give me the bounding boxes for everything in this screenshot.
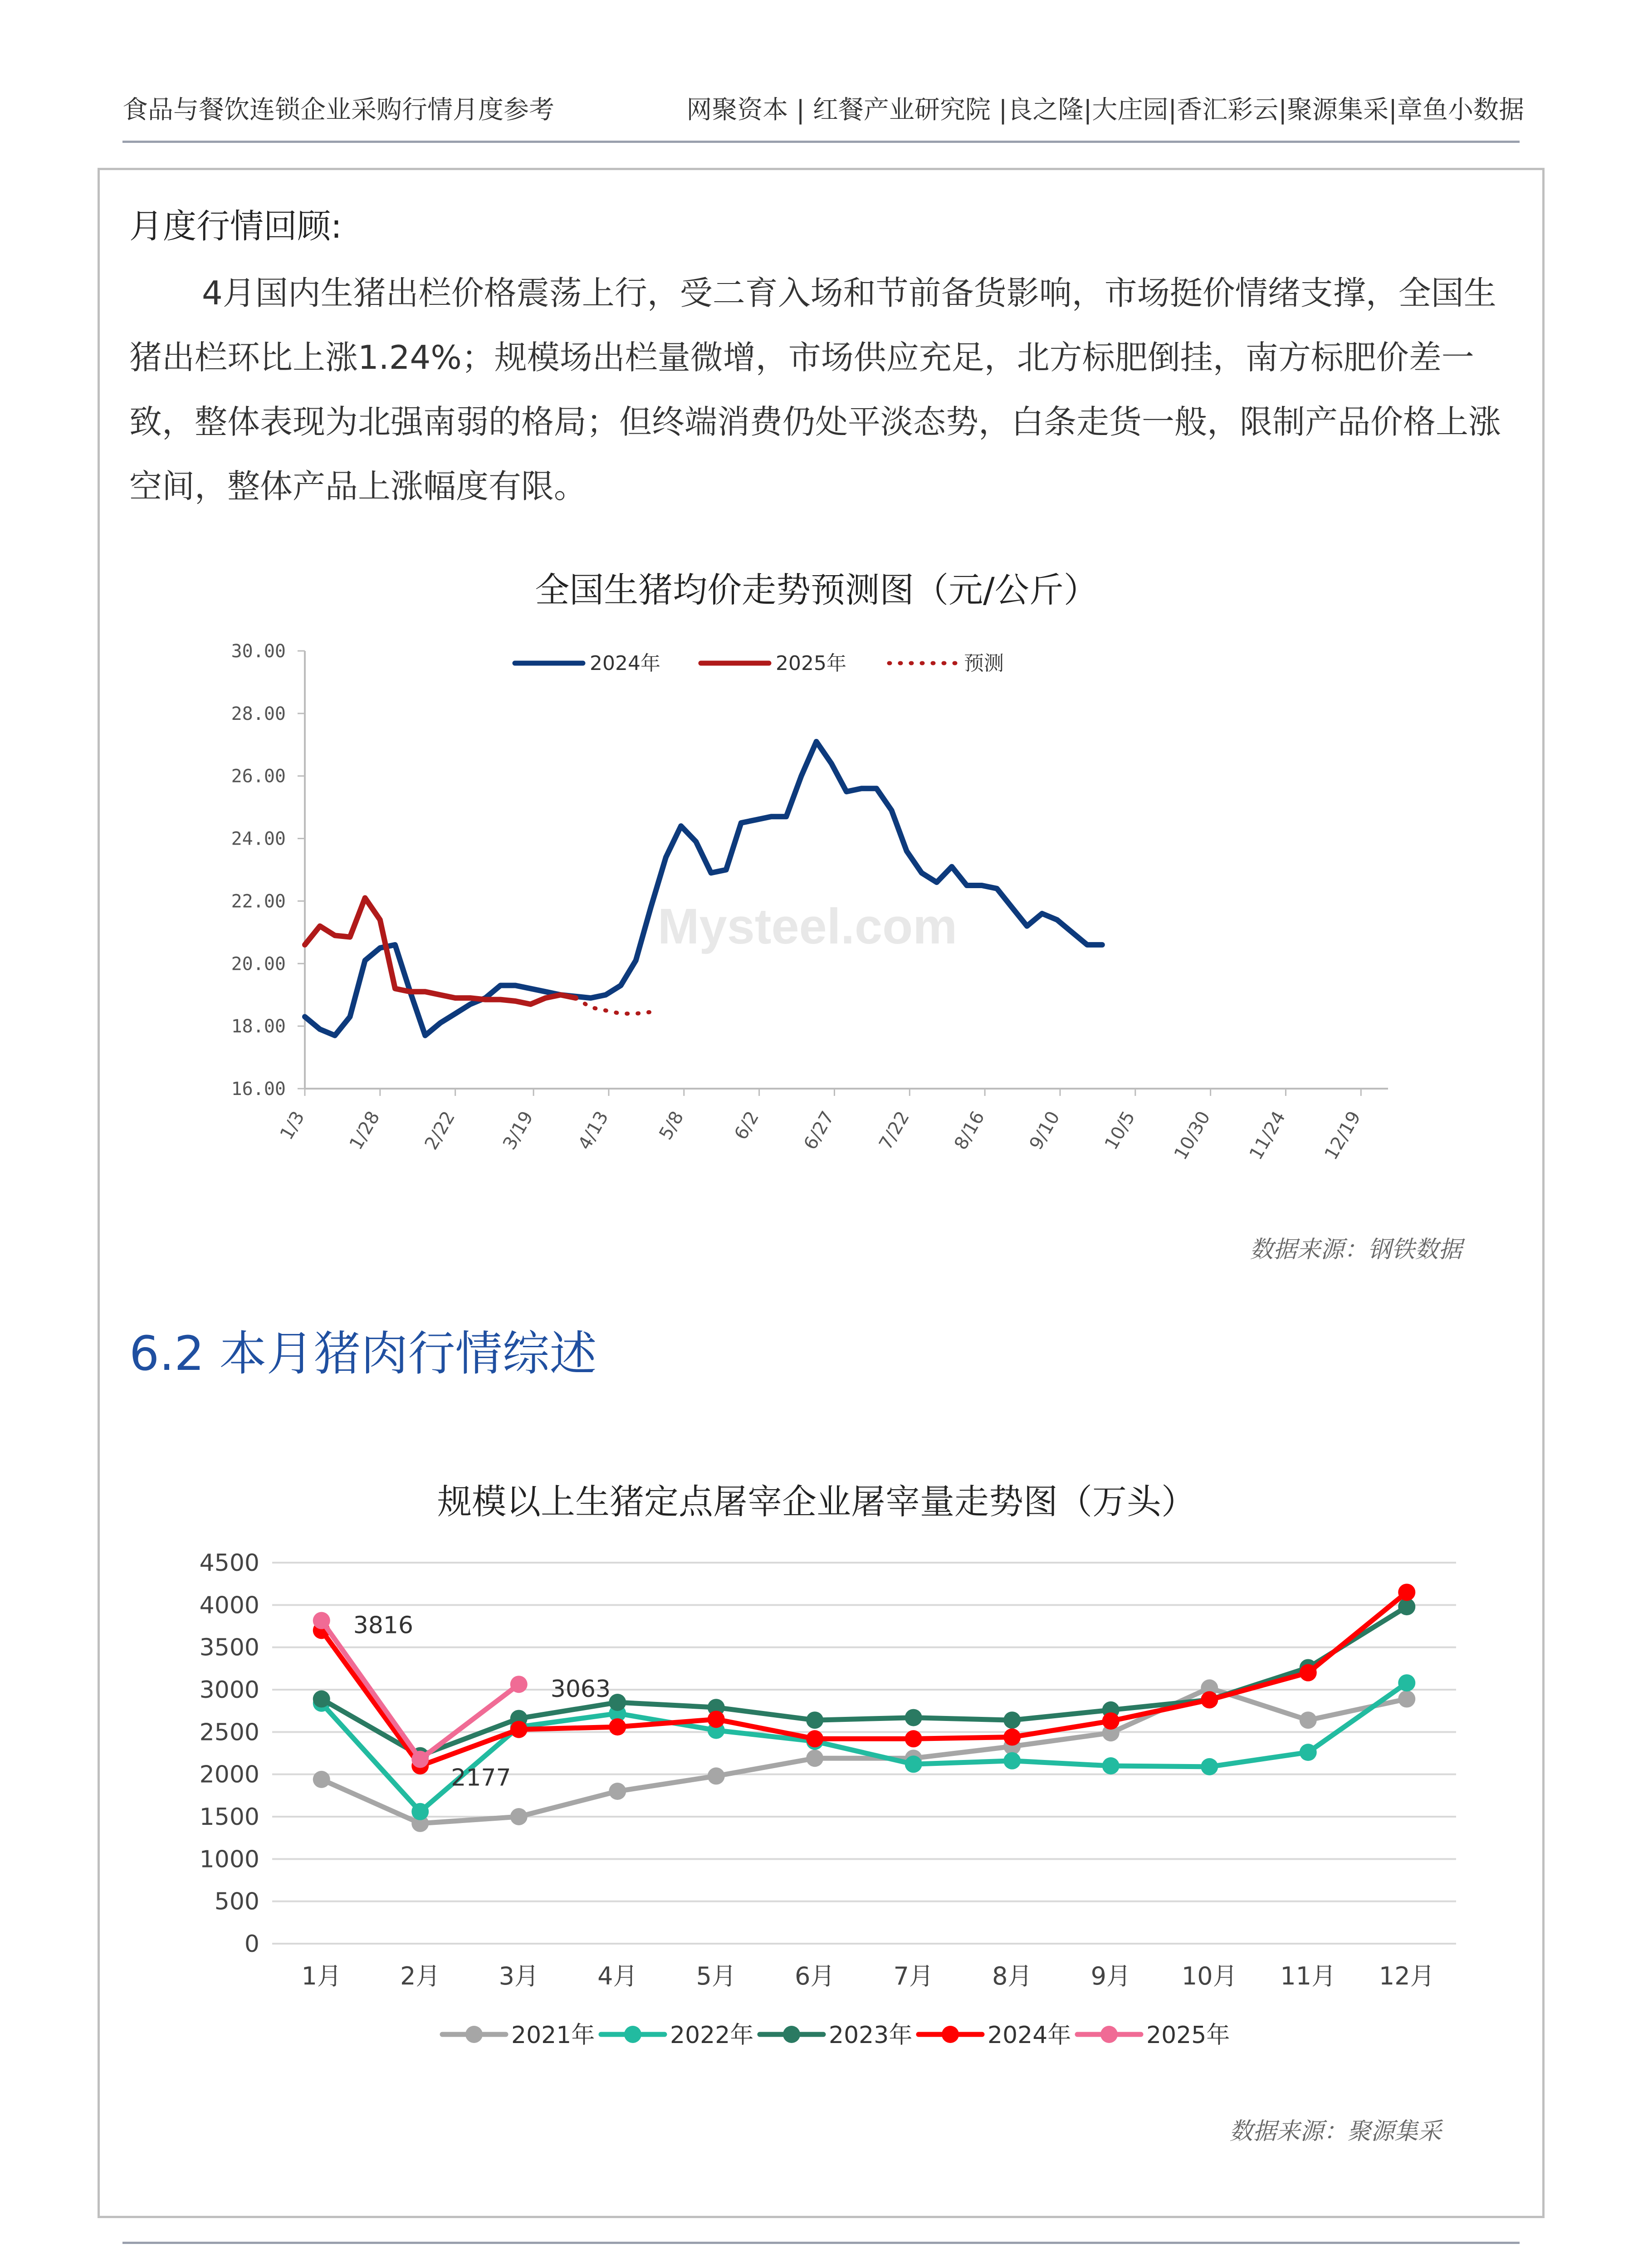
x-tick-label: 4/13 [574,1108,613,1154]
legend-label-2025年: 2025年 [776,652,846,675]
data-point-2024年 [609,1718,626,1735]
legend-label-2022年: 2022年 [670,2022,754,2049]
data-point-2022年 [1398,1674,1415,1691]
data-point-2023年 [313,1691,330,1708]
data-point-2025年 [313,1612,330,1629]
y-tick-label: 30.00 [231,641,286,662]
legend-marker-2023年 [783,2026,800,2043]
x-tick-label: 6/2 [730,1108,763,1144]
y-tick-label: 22.00 [231,891,286,912]
x-tick-label: 3月 [499,1962,539,1990]
x-tick-label: 8/16 [950,1108,989,1154]
y-tick-label: 2500 [199,1719,259,1746]
review-paragraph: 4月国内生猪出栏价格震荡上行，受二育入场和节前备货影响，市场挺价情绪支撑，全国生猪出栏环比上涨1.24%；规模场出栏量微增，市场供应充足，北方标肥倒挂，南方标肥价差一致，整体表现为北强南弱的格局；但终端消费仍处平淡态势，白条走货一般，限制产品价格上涨空间，整体产品上涨幅度有限。 [129,274,1501,505]
y-tick-label: 16.00 [231,1079,286,1100]
x-tick-label: 3/19 [499,1108,538,1154]
data-point-2021年 [510,1808,528,1825]
y-tick-label: 26.00 [231,766,286,787]
x-tick-label: 7/22 [875,1108,914,1154]
y-tick-label: 1000 [199,1846,259,1873]
x-tick-label: 12/19 [1320,1108,1365,1163]
watermark: Mysteel.com [657,899,958,954]
data-label: 3816 [353,1612,414,1639]
y-tick-label: 4500 [199,1549,259,1577]
data-point-2024年 [708,1711,725,1728]
y-tick-label: 20.00 [231,953,286,975]
y-tick-label: 1500 [199,1804,259,1831]
x-tick-label: 1/3 [276,1108,309,1144]
section-title: 6.2 本月猪肉行情综述 [129,1326,597,1381]
series-line-2024年 [322,1592,1407,1766]
header-right-sponsors: 网聚资本 | 红餐产业研究院 |良之隆|大庄园|香汇彩云|聚源集采|章鱼小数据 [686,95,1524,125]
data-point-2022年 [1102,1757,1120,1774]
x-tick-label: 9/10 [1025,1108,1064,1154]
series-line-2022年 [322,1683,1407,1812]
data-point-2021年 [708,1767,725,1784]
x-tick-label: 5月 [696,1962,736,1990]
x-tick-label: 7月 [893,1962,934,1990]
data-point-2022年 [905,1755,922,1773]
x-tick-label: 10/30 [1170,1108,1215,1163]
y-tick-label: 4000 [199,1592,259,1619]
x-tick-label: 12月 [1379,1962,1435,1990]
series-line-2023年 [322,1607,1407,1756]
x-tick-label: 6/27 [800,1108,839,1154]
data-point-2024年 [1003,1729,1021,1746]
data-point-2021年 [609,1783,626,1800]
chart1-source: 数据来源：钢铁数据 [1250,1236,1462,1263]
price-trend-chart [0,626,1633,1188]
legend-marker-2022年 [624,2026,641,2043]
data-point-2023年 [806,1711,823,1729]
x-tick-label: 11/24 [1245,1108,1290,1163]
data-point-2023年 [905,1709,922,1726]
data-point-2024年 [1102,1712,1120,1730]
data-point-2021年 [1398,1691,1415,1708]
data-point-2024年 [510,1721,528,1738]
y-tick-label: 18.00 [231,1016,286,1037]
chart2-source: 数据来源：聚源集采 [1229,2118,1442,2145]
y-tick-label: 2000 [199,1761,259,1789]
x-tick-label: 11月 [1280,1962,1336,1990]
footer-divider [122,2242,1520,2244]
y-tick-label: 3000 [199,1677,259,1704]
data-point-2022年 [411,1803,429,1820]
data-point-2022年 [1300,1744,1317,1761]
data-point-2024年 [1398,1584,1415,1601]
y-tick-label: 500 [214,1888,259,1916]
data-point-2023年 [1003,1711,1021,1729]
data-point-2021年 [806,1750,823,1767]
review-title: 月度行情回顾: [129,207,342,246]
data-label: 3063 [550,1676,611,1703]
data-point-2022年 [1003,1752,1021,1769]
data-point-2025年 [510,1676,528,1693]
x-tick-label: 2月 [400,1962,440,1990]
data-point-2024年 [1300,1664,1317,1681]
header-divider [122,141,1520,143]
data-point-2024年 [905,1730,922,1747]
x-tick-label: 10月 [1181,1962,1237,1990]
x-tick-label: 1/28 [345,1108,384,1154]
data-label: 2177 [451,1764,511,1792]
legend-marker-2024年 [942,2026,959,2043]
legend-label-2024年: 2024年 [590,652,660,675]
x-tick-label: 10/5 [1100,1108,1139,1154]
data-point-2024年 [806,1730,823,1747]
legend-marker-2021年 [465,2026,483,2043]
chart2-title: 规模以上生猪定点屠宰企业屠宰量走势图（万头） [437,1481,1196,1522]
x-tick-label: 1月 [301,1962,342,1990]
data-point-2021年 [313,1771,330,1788]
legend-label-2021年: 2021年 [511,2022,595,2049]
data-point-2022年 [1201,1758,1218,1775]
legend-label-预测: 预测 [964,652,1004,675]
legend-label-2025年: 2025年 [1146,2022,1230,2049]
header-left-title: 食品与餐饮连锁企业采购行情月度参考 [122,95,554,125]
y-tick-label: 0 [244,1931,259,1958]
y-tick-label: 28.00 [231,703,286,724]
data-point-2024年 [1201,1691,1218,1708]
data-point-2023年 [609,1694,626,1711]
x-tick-label: 2/22 [420,1108,460,1154]
x-tick-label: 8月 [992,1962,1032,1990]
legend-label-2024年: 2024年 [988,2022,1071,2049]
x-tick-label: 6月 [795,1962,835,1990]
x-tick-label: 5/8 [655,1108,688,1144]
y-tick-label: 24.00 [231,828,286,850]
x-tick-label: 4月 [597,1962,638,1990]
data-point-2025年 [411,1751,429,1768]
y-tick-label: 3500 [199,1634,259,1662]
x-tick-label: 9月 [1090,1962,1131,1990]
data-point-2021年 [1300,1711,1317,1729]
legend-marker-2025年 [1100,2026,1118,2043]
legend-label-2023年: 2023年 [829,2022,913,2049]
slaughter-volume-chart [0,1533,1633,2068]
chart1-title: 全国生猪均价走势预测图（元/公斤） [535,570,1098,610]
